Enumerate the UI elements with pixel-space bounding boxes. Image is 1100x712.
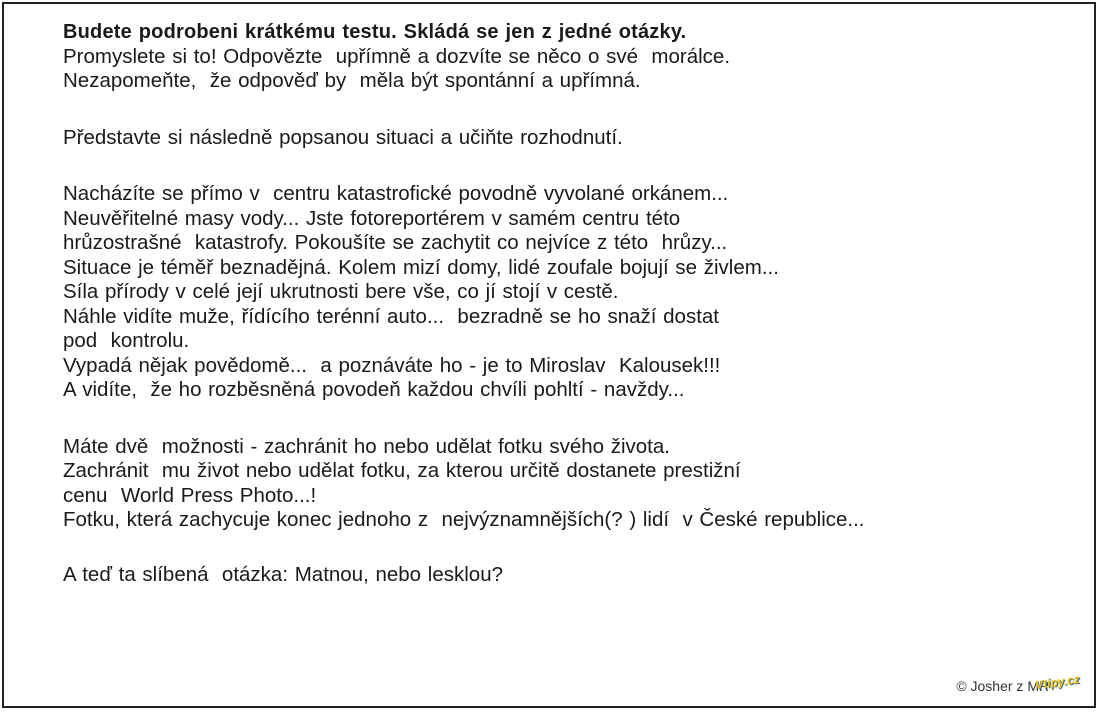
paragraph-gap <box>63 533 1086 563</box>
watermark-credit: © Josher z MR <box>956 678 1050 694</box>
story-line: pod kontrolu. <box>63 329 190 352</box>
choice-line: Máte dvě možnosti - zachránit ho nebo udělat fotku svého života. <box>63 434 670 458</box>
heading: Budete podrobeni krátkému testu. Skládá se jen z jedné otázky. <box>63 21 687 43</box>
paragraph-gap <box>63 150 1086 182</box>
story-line: Síla přírody v celé její ukrutnosti bere vše, co jí stojí v cestě. <box>63 280 619 303</box>
story-line: Vypadá nějak povědomě... a poznáváte ho - je to Miroslav Kalousek!!! <box>63 353 721 377</box>
story-line: Neuvěřitelné masy vody... Jste fotoreportérem v samém centru této <box>63 206 681 230</box>
question: A teď ta slíbená otázka: Matnou, nebo lesklou? <box>63 562 503 586</box>
intro-line: Nezapomeňte, že odpověď by měla být spontánní a upřímná. <box>63 69 641 92</box>
story-line: A vidíte, že ho rozběsněná povodeň každou chvíli pohltí - navždy... <box>63 378 685 401</box>
paragraph-gap <box>63 94 1086 126</box>
document-text <box>63 20 1086 587</box>
story-line: Nacházíte se přímo v centru katastrofické povodně vyvolané orkánem... <box>63 182 729 205</box>
intro-line: Promyslete si to! Odpovězte upřímně a dozvíte se něco o své morálce. <box>63 44 731 68</box>
choice-line: Fotku, která zachycuje konec jednoho z nejvýznamnějších(? ) lidí v České republice... <box>63 508 865 531</box>
story-line: hrůzostrašné katastrofy. Pokoušíte se zachytit co nejvíce z této hrůzy... <box>63 231 728 254</box>
instruction: Představte si následně popsanou situaci a učiňte rozhodnutí. <box>63 125 623 149</box>
site-logo: Vtipy.cz <box>1034 671 1081 693</box>
watermark <box>956 671 1081 694</box>
story-line: Situace je téměř beznadějná. Kolem mizí domy, lidé zoufale bojují se živlem... <box>63 255 779 279</box>
choice-line: cenu World Press Photo...! <box>63 483 317 507</box>
choice-line: Zachránit mu život nebo udělat fotku, za kterou určitě dostanete prestižní <box>63 459 741 482</box>
story-line: Náhle vidíte muže, řídícího terénní auto... bezradně se ho snaží dostat <box>63 304 719 328</box>
paragraph-gap <box>63 403 1086 435</box>
document-frame <box>2 2 1096 708</box>
